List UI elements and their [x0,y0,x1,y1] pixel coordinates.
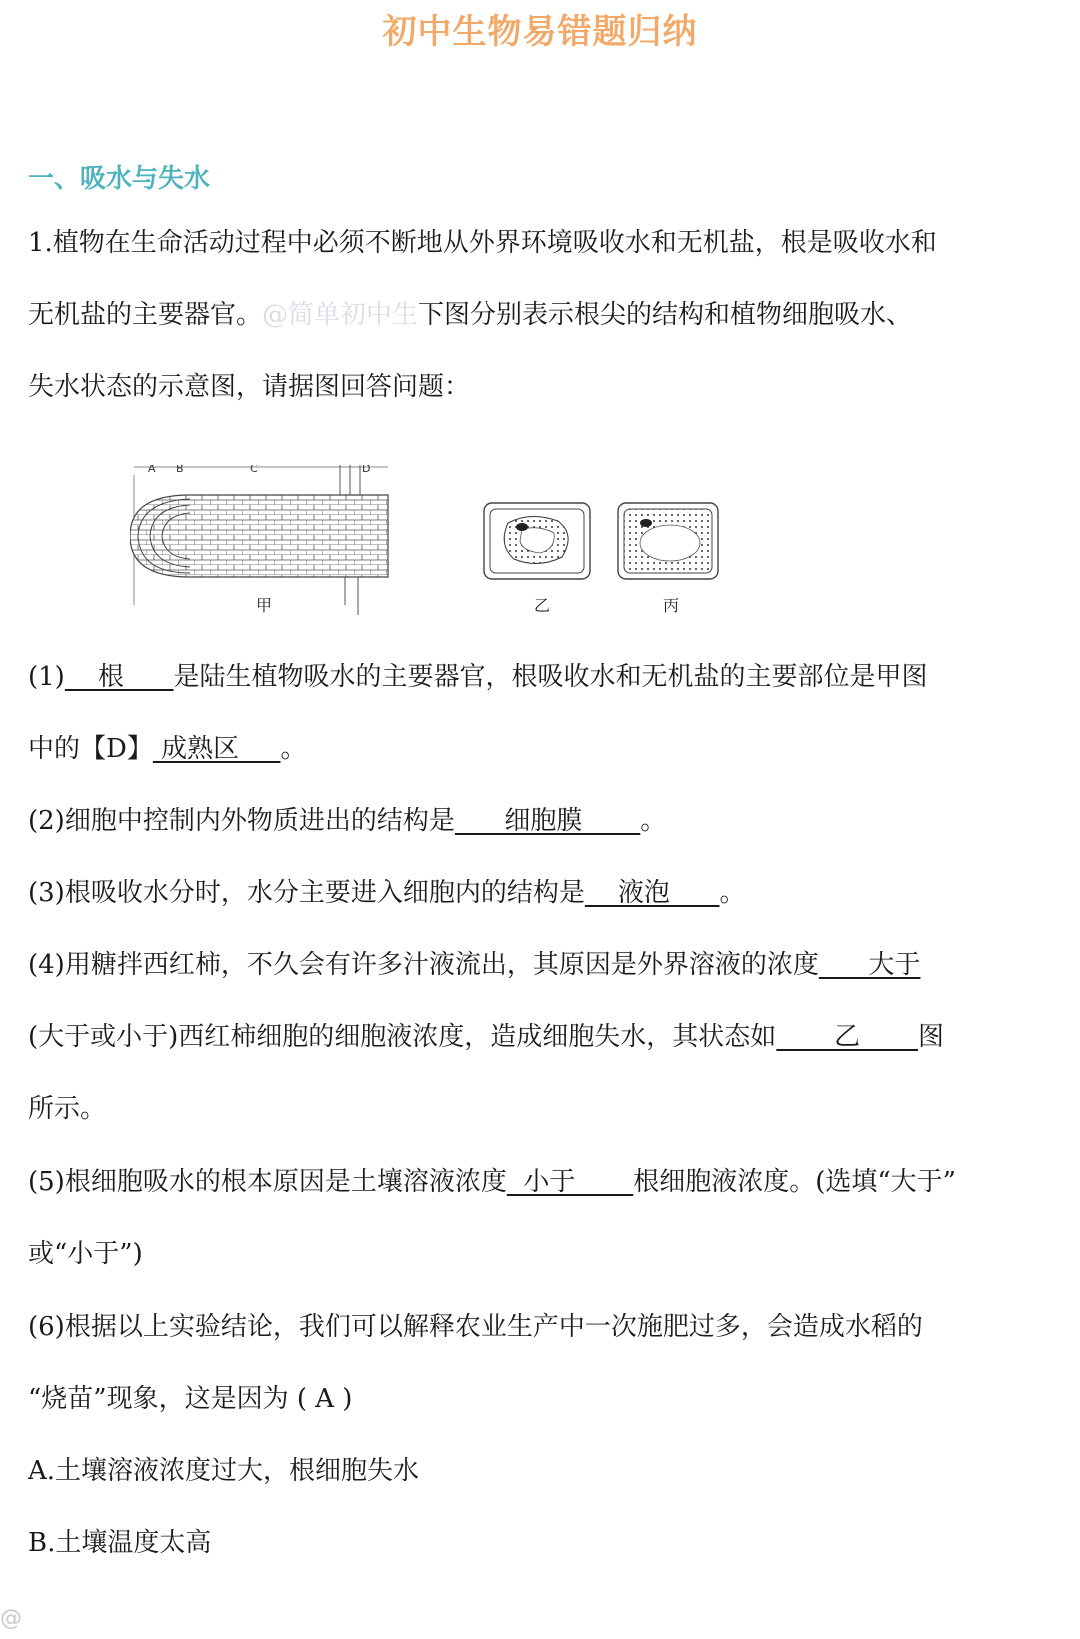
p4-text3: 图 [918,1022,945,1052]
q1-text-cont: 下图分别表示根尖的结构和植物细胞吸水、 [418,300,913,330]
p4-text: (4)用糖拌西红柿，不久会有许多汁液流出，其原因是外界溶液的浓度 [28,950,819,980]
p1-text: 是陆生植物吸水的主要器官，根吸收水和无机盐的主要部位是甲图 [173,662,928,692]
answer-blank: 大于 [818,950,921,980]
answer-blank: 细胞膜 [454,806,641,836]
p3-end: 。 [719,878,746,908]
q1-line1: 1.植物在生命活动过程中必须不断地从外界环境吸收水和无机盐，根是吸收水和 [28,228,937,258]
answer-blank: 成熟区 [152,734,281,764]
p4-line2 [28,1020,944,1054]
q1-line3: 失水状态的示意图，请据图回答问题： [28,372,471,402]
p1-number: (1) [28,662,65,692]
answer-blank: 液泡 [584,878,720,908]
p6-line2: “烧苗”现象，这是因为 ( A ) [28,1384,353,1414]
p6-line1: (6)根据以上实验结论，我们可以解释农业生产中一次施肥过多，会造成水稻的 [28,1312,923,1342]
answer-blank: 乙 [776,1022,919,1052]
p5-line1 [28,1165,956,1199]
label-b: B [176,465,184,475]
p3-text: (3)根吸收水分时，水分主要进入细胞内的结构是 [28,878,585,908]
caption-jia: 甲 [256,596,273,615]
p4-line3: 所示。 [28,1094,107,1124]
root-tip-figure [130,465,388,615]
caption-yi: 乙 [534,596,551,615]
p4-line1 [28,948,920,982]
cell-yi-figure [484,503,590,615]
p1-text2: 中的【D】 [28,734,153,764]
p1-end: 。 [280,734,307,764]
p5-line2: 或“小于”) [28,1239,143,1269]
p2-end: 。 [640,806,667,836]
label-a: A [148,465,156,475]
option-b: B.土壤温度太高 [28,1528,212,1558]
p2-text: (2)细胞中控制内外物质进出的结构是 [28,806,455,836]
p3-line [28,876,746,910]
page-title: 初中生物易错题归纳 [382,12,698,52]
p2-line [28,804,666,838]
q1-line2 [28,298,912,332]
watermark: @简单初中生 [262,300,419,330]
bottom-watermark: @ [0,1606,22,1631]
option-a: A.土壤溶液浓度过大，根细胞失水 [28,1456,420,1486]
label-c: C [250,465,258,475]
p4-text2: (大于或小于)西红柿细胞的细胞液浓度，造成细胞失水，其状态如 [28,1022,777,1052]
label-d: D [362,465,371,475]
p1-line2 [28,732,306,766]
p1-line1 [28,660,928,694]
answer-blank: 根 [64,662,174,692]
p5-text2: 根细胞液浓度。(选填“大于” [633,1167,956,1197]
caption-bing: 丙 [663,596,680,615]
cell-bing-figure [618,503,718,615]
p5-text: (5)根细胞吸水的根本原因是土壤溶液浓度 [28,1167,507,1197]
q1-text: 无机盐的主要器官。 [28,300,263,330]
answer-blank: 小于 [506,1167,634,1197]
section-heading: 一、吸水与失水 [28,164,211,194]
root-and-cell-diagram [130,465,770,645]
